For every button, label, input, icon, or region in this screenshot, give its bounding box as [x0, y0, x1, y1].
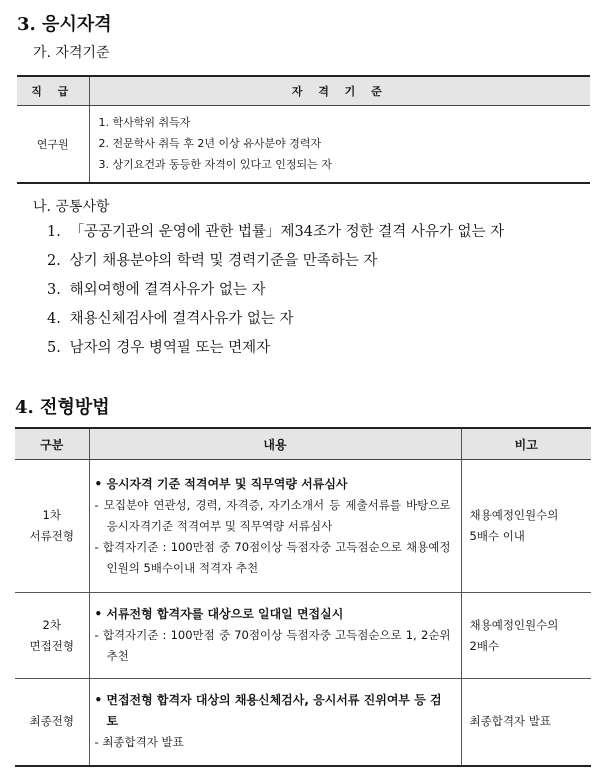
stage-cell: 1차 서류전형 — [15, 460, 89, 593]
header-note: 비고 — [461, 428, 591, 460]
header-criteria: 자 격 기 준 — [89, 76, 590, 106]
dash-item: - 합격자기준 : 100만점 중 70점이상 득점자중 고득점순으로 채용예정인원의 5배수이내 적격자 추천 — [95, 537, 451, 579]
table-row — [17, 106, 590, 183]
bullet-item: • 응시자격 기준 적격여부 및 직무역량 서류심사 — [95, 474, 451, 495]
list-item: 2. 상기 채용분야의 학력 및 경력기준을 만족하는 자 — [47, 253, 378, 269]
qualification-table — [17, 75, 590, 184]
subheading-common: 나. 공통사항 — [33, 199, 110, 215]
selection-method-table — [15, 427, 591, 767]
criteria-item: 1. 학사학위 취득자 — [98, 116, 191, 130]
content-cell — [89, 679, 461, 766]
section-3-title: 3. 응시자격 — [17, 14, 112, 35]
list-item: 1. 「공공기관의 운영에 관한 법률」제34조가 정한 결격 사유가 없는 자 — [47, 224, 505, 240]
table-header-row — [17, 76, 590, 106]
stage-cell: 최종전형 — [15, 679, 89, 766]
header-grade: 직 급 — [17, 76, 89, 106]
dash-item: - 최종합격자 발표 — [95, 732, 451, 753]
note-cell: 최종합격자 발표 — [461, 679, 591, 766]
subheading-criteria: 가. 자격기준 — [33, 45, 110, 61]
section-4-title: 4. 전형방법 — [15, 397, 110, 418]
criteria-cell — [89, 106, 590, 183]
list-item: 5. 남자의 경우 병역필 또는 면제자 — [47, 340, 271, 356]
header-stage: 구분 — [15, 428, 89, 460]
table-row — [15, 593, 591, 679]
dash-item: - 합격자기준 : 100만점 중 70점이상 득점자중 고득점순으로 1, 2순위 추천 — [95, 625, 451, 667]
table-row — [15, 679, 591, 766]
common-requirements-list — [47, 218, 504, 363]
list-item: 3. 해외여행에 결격사유가 없는 자 — [47, 282, 266, 298]
content-cell — [89, 460, 461, 593]
content-cell — [89, 593, 461, 679]
list-item: 4. 채용신체검사에 결격사유가 없는 자 — [47, 311, 294, 327]
note-cell: 채용예정인원수의 2배수 — [461, 593, 591, 679]
header-content: 내용 — [89, 428, 461, 460]
table-row — [15, 460, 591, 593]
note-cell: 채용예정인원수의 5배수 이내 — [461, 460, 591, 593]
table-header-row — [15, 428, 591, 460]
bullet-item: • 서류전형 합격자를 대상으로 일대일 면접실시 — [95, 604, 451, 625]
stage-cell: 2차 면접전형 — [15, 593, 89, 679]
dash-item: - 모집분야 연관성, 경력, 자격증, 자기소개서 등 제출서류를 바탕으로 응시자격기준 적격여부 및 직무역량 서류심사 — [95, 495, 451, 537]
criteria-item: 3. 상기요건과 동등한 자격이 있다고 인정되는 자 — [98, 158, 332, 172]
grade-cell: 연구원 — [17, 106, 89, 183]
bullet-item: • 면접전형 합격자 대상의 채용신체검사, 응시서류 진위여부 등 검토 — [95, 690, 451, 732]
criteria-item: 2. 전문학사 취득 후 2년 이상 유사분야 경력자 — [98, 137, 322, 151]
